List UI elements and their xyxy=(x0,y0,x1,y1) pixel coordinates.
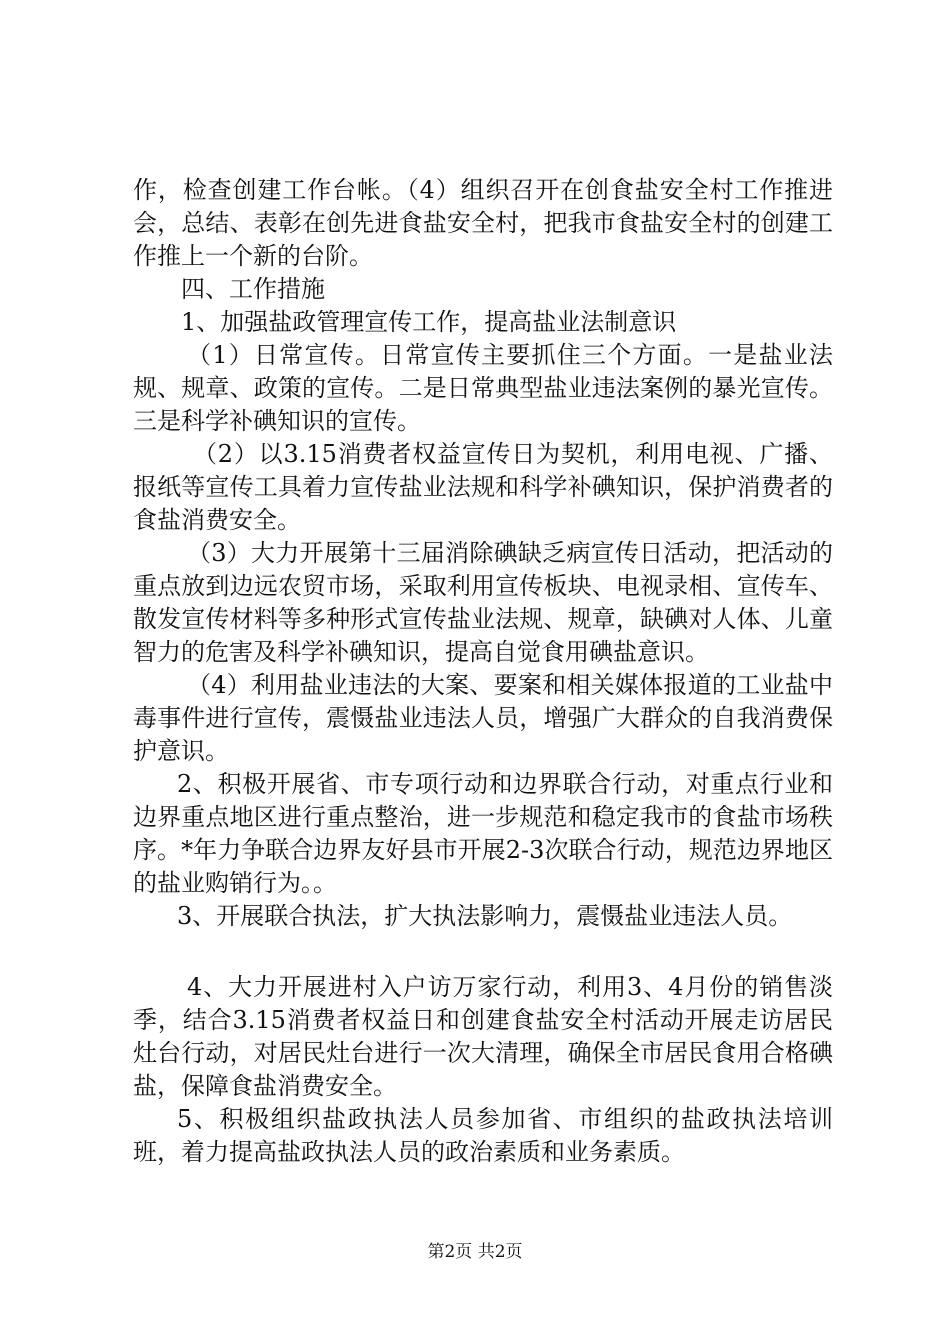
paragraph-joint-action: 2、积极开展省、市专项行动和边界联合行动，对重点行业和边界重点地区进行重点整治，进一步规范和稳定我市的食盐市场秩序。*年力争联合边界友好县市开展2-3次联合行动，规范边界地区的盐业购销行为。。 xyxy=(133,770,833,897)
page-footer: 第2页 共2页 xyxy=(427,1242,523,1262)
paragraph-iodine-day: （3）大力开展第十三届消除碘缺乏病宣传日活动，把活动的重点放到边远农贸市场，采取利用宣传板块、电视录相、宣传车、散发宣传材料等多种形式宣传盐业法规、规章，缺碘对人体、儿童智力的危害及科学补碘知识，提高自觉食用碘盐意识。 xyxy=(133,539,833,666)
paragraph-consumer-day: （2）以3.15消费者权益宣传日为契机，利用电视、广播、报纸等宣传工具着力宣传盐业法规和科学补碘知识，保护消费者的食盐消费安全。 xyxy=(133,440,833,534)
paragraph-training: 5、积极组织盐政执法人员参加省、市组织的盐政执法培训班，着力提高盐政执法人员的政治素质和业务素质。 xyxy=(133,1105,833,1166)
subheading-publicity: 1、加强盐政管理宣传工作，提高盐业法制意识 xyxy=(181,308,677,336)
paragraph-household-visits: 4、大力开展进村入户访万家行动，利用3、4月份的销售淡季，结合3.15消费者权益日和创建食盐安全村活动开展走访居民灶台行动，对居民灶台进行一次大清理，确保全市居民食用合格碘盐，保障食盐消费安全。 xyxy=(133,973,833,1100)
paragraph-continuation: 作，检查创建工作台帐。（4）组织召开在创食盐安全村工作推进会，总结、表彰在创先进食盐安全村，把我市食盐安全村的创建工作推上一个新的台阶。 xyxy=(133,176,833,270)
section-heading-measures: 四、工作措施 xyxy=(181,275,325,303)
paragraph-case-publicity: （4）利用盐业违法的大案、要案和相关媒体报道的工业盐中毒事件进行宣传，震慑盐业违法人员，增强广大群众的自我消费保护意识。 xyxy=(133,671,833,765)
paragraph-daily-publicity: （1）日常宣传。日常宣传主要抓住三个方面。一是盐业法规、规章、政策的宣传。二是日常典型盐业违法案例的暴光宣传。三是科学补碘知识的宣传。 xyxy=(133,341,833,435)
document-body xyxy=(133,174,833,1169)
blank-line xyxy=(133,933,833,971)
paragraph-joint-enforcement: 3、开展联合执法，扩大执法影响力，震慑盐业违法人员。 xyxy=(177,902,793,930)
